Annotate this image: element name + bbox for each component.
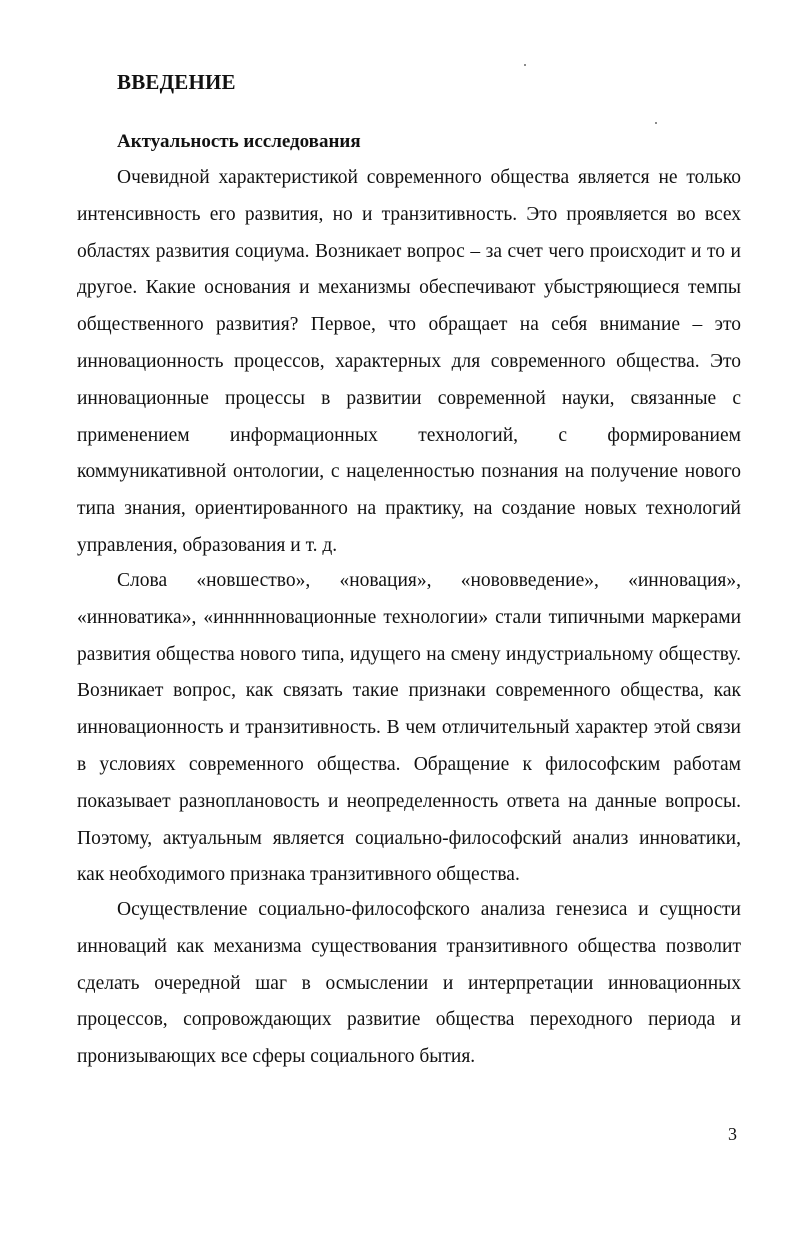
paragraph-1: Очевидной характеристикой современного общества является не только интенсивность его развития, но и транзитивность. Это проявляется во всех областях развития социума. Возникает вопрос – за счет чего происходит и то и другое. Какие основания и механизмы обеспечивают убыстряющиеся темпы общественного развития? Первое, что обращает на себя внимание – это инновационность процессов, характерных для современного общества. Это инновационные процессы в развитии современной науки, связанные с применением информационных технологий, с формированием коммуникативной онтологии, с нацеленностью познания на получение нового типа знания, ориентированного на практику, на создание новых технологий управления, образования и т. д. [77,167,741,556]
paragraph-block [77,563,741,894]
paragraph-block [77,160,741,565]
page-number: 3 [728,1124,737,1144]
section-heading: ВВЕДЕНИЕ [117,70,236,94]
paragraph-2: Слова «новшество», «новация», «нововведение», «инновация», «инноватика», «иннннновационные технологии» стали типичными маркерами развития общества нового типа, идущего на смену индустриальному обществу. Возникает вопрос, как связать такие признаки современного общества, как инновационность и транзитивность. В чем отличительный характер этой связи в условиях современного общества. Обращение к философским работам показывает разноплановость и неопределенность ответа на данные вопросы. Поэтому, актуальным является социально-философский анализ инноватики, как необходимого признака транзитивного общества. [77,570,741,886]
scan-speck [655,122,657,124]
paragraph-3: Осуществление социально-философского анализа генезиса и сущности инноваций как механизма существования транзитивного общества позволит сделать очередной шаг в осмыслении и интерпретации инновационных процессов, сопровождающих развитие общества переходного периода и пронизывающих все сферы социального бытия. [77,899,741,1068]
paragraph-block [77,892,741,1076]
scan-speck [524,64,526,66]
section-subheading: Актуальность исследования [117,131,361,152]
